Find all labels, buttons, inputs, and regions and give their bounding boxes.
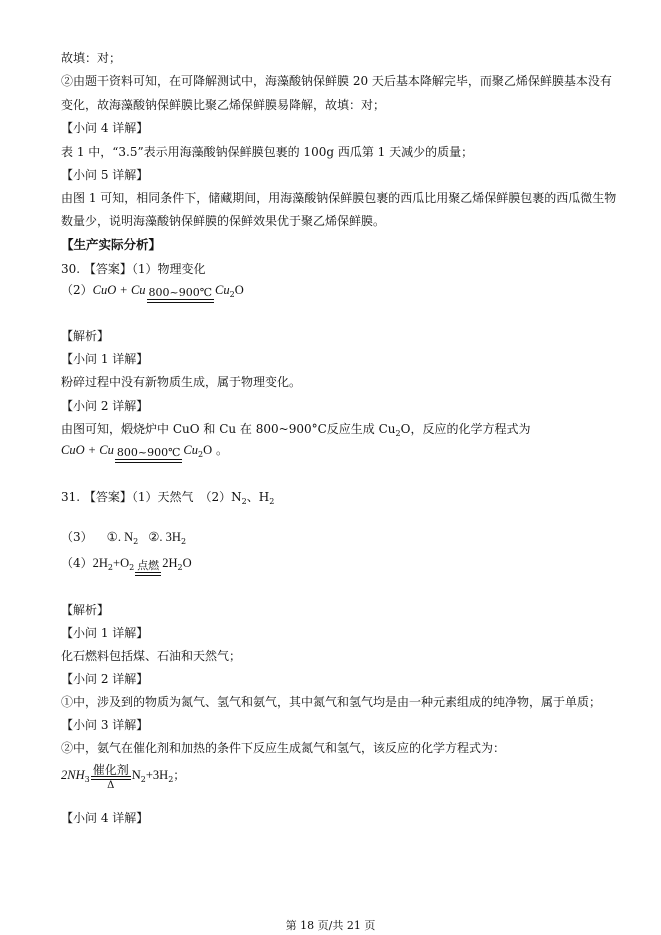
line-substances: ①中，涉及到的物质为氮气、氢气和氨气，其中氮气和氢气均是由一种元素组成的纯净物，属于单质；: [61, 695, 602, 709]
equation-4-condition: 催化剂 Δ: [92, 763, 129, 791]
heading-q1b: 【小问 1 详解】: [61, 626, 149, 640]
equation-3-condition: 点燃: [135, 560, 161, 587]
line-degradation-1: ②由题干资料可知，在可降解测试中，海藻酸钠保鲜膜 20 天后基本降解完毕，而聚乙烯保鲜膜基本没有: [61, 74, 612, 88]
equation-1: （2）CuO + Cu 800~900℃ $Cu_2O$: [61, 282, 244, 314]
equation-1-reactants: CuO + Cu: [92, 283, 146, 297]
q31-part3: （3） ①. $N_2$ ②. $3H_2$: [61, 530, 187, 546]
line-fill-answer: 故填：对；: [61, 51, 122, 65]
equation-2-reactants: CuO + Cu: [61, 443, 114, 457]
equation-1-prefix: （2）: [61, 283, 93, 297]
equation-4: $2NH_3$ 催化剂 Δ $N_2+3H_2$；: [61, 763, 186, 791]
heading-q4b: 【小问 4 详解】: [61, 811, 149, 825]
heading-q2: 【小问 2 详解】: [61, 399, 149, 413]
page-footer: 第 18 页/共 21 页: [285, 919, 376, 932]
line-figure1-1: 由图 1 可知，相同条件下，储藏期间，用海藻酸钠保鲜膜包裹的西瓜比用聚乙烯保鲜膜包裹的西瓜微生物: [61, 191, 617, 205]
line-ammonia: ②中，氨气在催化剂和加热的条件下反应生成氮气和氢气，该反应的化学方程式为：: [61, 741, 506, 755]
equation-1-product: Cu: [215, 283, 230, 297]
line-fossil-fuels: 化石燃料包括煤、石油和天然气；: [61, 649, 242, 663]
equation-2-condition: 800~900℃: [115, 447, 183, 474]
analysis-heading-30: 【解析】: [61, 329, 110, 343]
equation-1-condition: 800~900℃: [147, 287, 215, 314]
heading-q1: 【小问 1 详解】: [61, 352, 149, 366]
heading-q4: 【小问 4 详解】: [61, 121, 149, 135]
heading-q5: 【小问 5 详解】: [61, 168, 149, 182]
equation-3: $(4)2H_2+O_2$ 点燃 $2H_2O$: [61, 555, 192, 587]
line-crushing: 粉碎过程中没有新物质生成，属于物理变化。: [61, 375, 302, 389]
line-table1: 表 1 中，“3.5”表示用海藻酸钠保鲜膜包裹的 100g 西瓜第 1 天减少的质量；: [61, 145, 474, 159]
q30-answer: 30. 【答案】（1）物理变化: [61, 262, 206, 276]
analysis-heading-31: 【解析】: [61, 603, 110, 617]
equation-2-product: Cu: [183, 443, 198, 457]
heading-q3b: 【小问 3 详解】: [61, 718, 149, 732]
heading-q2b: 【小问 2 详解】: [61, 672, 149, 686]
equation-2: CuO + Cu 800~900℃ $Cu_2O$ 。: [61, 442, 228, 474]
q31-answer: 31. 【答案】（1）天然气 $(2)N_2$、$H_2$: [61, 490, 275, 506]
line-degradation-2: 变化，故海藻酸钠保鲜膜比聚乙烯保鲜膜易降解，故填：对；: [61, 98, 386, 112]
line-figure1-2: 数量少，说明海藻酸钠保鲜膜的保鲜效果优于聚乙烯保鲜膜。: [61, 214, 386, 228]
section-heading: 【生产实际分析】: [61, 237, 162, 252]
line-furnace: 由图可知，煅烧炉中 CuO 和 Cu 在 800~900°C反应生成 $Cu_2O$，反应的化学方程式为: [61, 422, 531, 438]
